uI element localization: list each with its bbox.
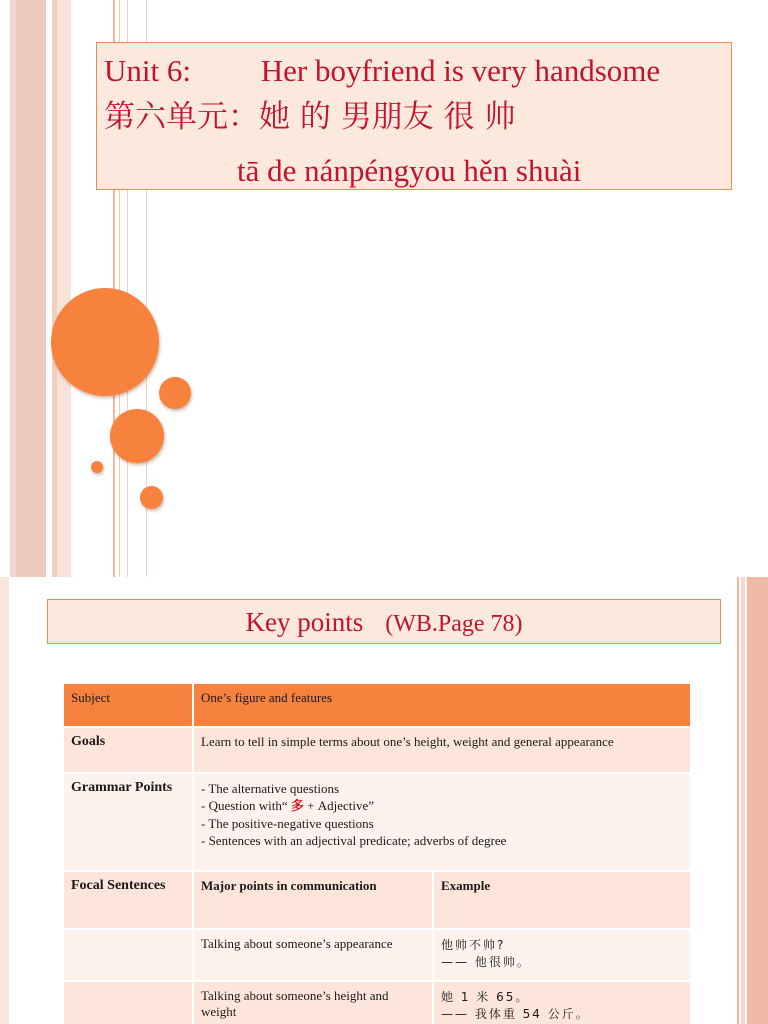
goals-label: Goals bbox=[64, 727, 193, 773]
focal-label: Focal Sentences bbox=[64, 871, 193, 929]
example-sentence: 她 1 米 65。 —— 我体重 54 公斤。 bbox=[433, 981, 691, 1024]
column-header-major-points: Major points in communication bbox=[193, 871, 433, 929]
goals-value: Learn to tell in simple terms about one’s height, weight and general appearance bbox=[193, 727, 691, 773]
grammar-point: - The positive-negative questions bbox=[201, 816, 374, 831]
key-points-heading: Key points bbox=[245, 607, 364, 637]
decorative-stripe bbox=[737, 577, 739, 1024]
table-row-subject bbox=[64, 684, 691, 727]
title-box bbox=[96, 42, 732, 190]
key-points-heading-box bbox=[47, 599, 721, 644]
grammar-point: - Sentences with an adjectival predicate; adverbs of degree bbox=[201, 833, 507, 848]
title-english: Unit 6: Her boyfriend is very handsome bbox=[104, 53, 661, 88]
subject-label: Subject bbox=[64, 684, 193, 727]
column-header-example: Example bbox=[433, 871, 691, 929]
title-chinese: 第六单元：她 的 男朋友 很 帅 bbox=[104, 99, 516, 135]
title-pinyin: tā de nánpéngyou hěn shuài bbox=[237, 153, 582, 188]
table-row-grammar bbox=[64, 773, 691, 871]
table-row-focal-header bbox=[64, 871, 691, 929]
communication-point: Talking about someone’s height and weight bbox=[193, 981, 433, 1024]
grammar-label: Grammar Points bbox=[64, 773, 193, 871]
decorative-circle-small bbox=[140, 486, 163, 509]
decorative-circle-small bbox=[159, 377, 191, 409]
example-sentence: 他帅不帅? —— 他很帅。 bbox=[433, 929, 691, 981]
table-row-goals bbox=[64, 727, 691, 773]
decorative-circle-tiny bbox=[91, 461, 103, 473]
decorative-stripe bbox=[0, 577, 9, 1024]
decorative-circle-large bbox=[51, 288, 159, 396]
decorative-stripe bbox=[57, 0, 71, 577]
empty-cell bbox=[64, 929, 193, 981]
decorative-stripe bbox=[741, 577, 745, 1024]
highlighted-character: 多 bbox=[290, 799, 304, 814]
decorative-stripe bbox=[16, 0, 46, 577]
subject-value: One’s figure and features bbox=[193, 684, 691, 727]
communication-point: Talking about someone’s appearance bbox=[193, 929, 433, 981]
decorative-stripe bbox=[747, 577, 768, 1024]
grammar-point: - The alternative questions bbox=[201, 781, 340, 796]
empty-cell bbox=[64, 981, 193, 1024]
grammar-point: - Question with“ 多 + Adjective” bbox=[201, 798, 375, 814]
table-row bbox=[64, 929, 691, 981]
key-points-slide bbox=[0, 577, 768, 1024]
table-row bbox=[64, 981, 691, 1024]
workbook-reference: (WB.Page 78) bbox=[385, 611, 523, 637]
grammar-points bbox=[193, 773, 691, 871]
decorative-circle-medium bbox=[110, 409, 164, 463]
key-points-table bbox=[64, 684, 692, 1024]
